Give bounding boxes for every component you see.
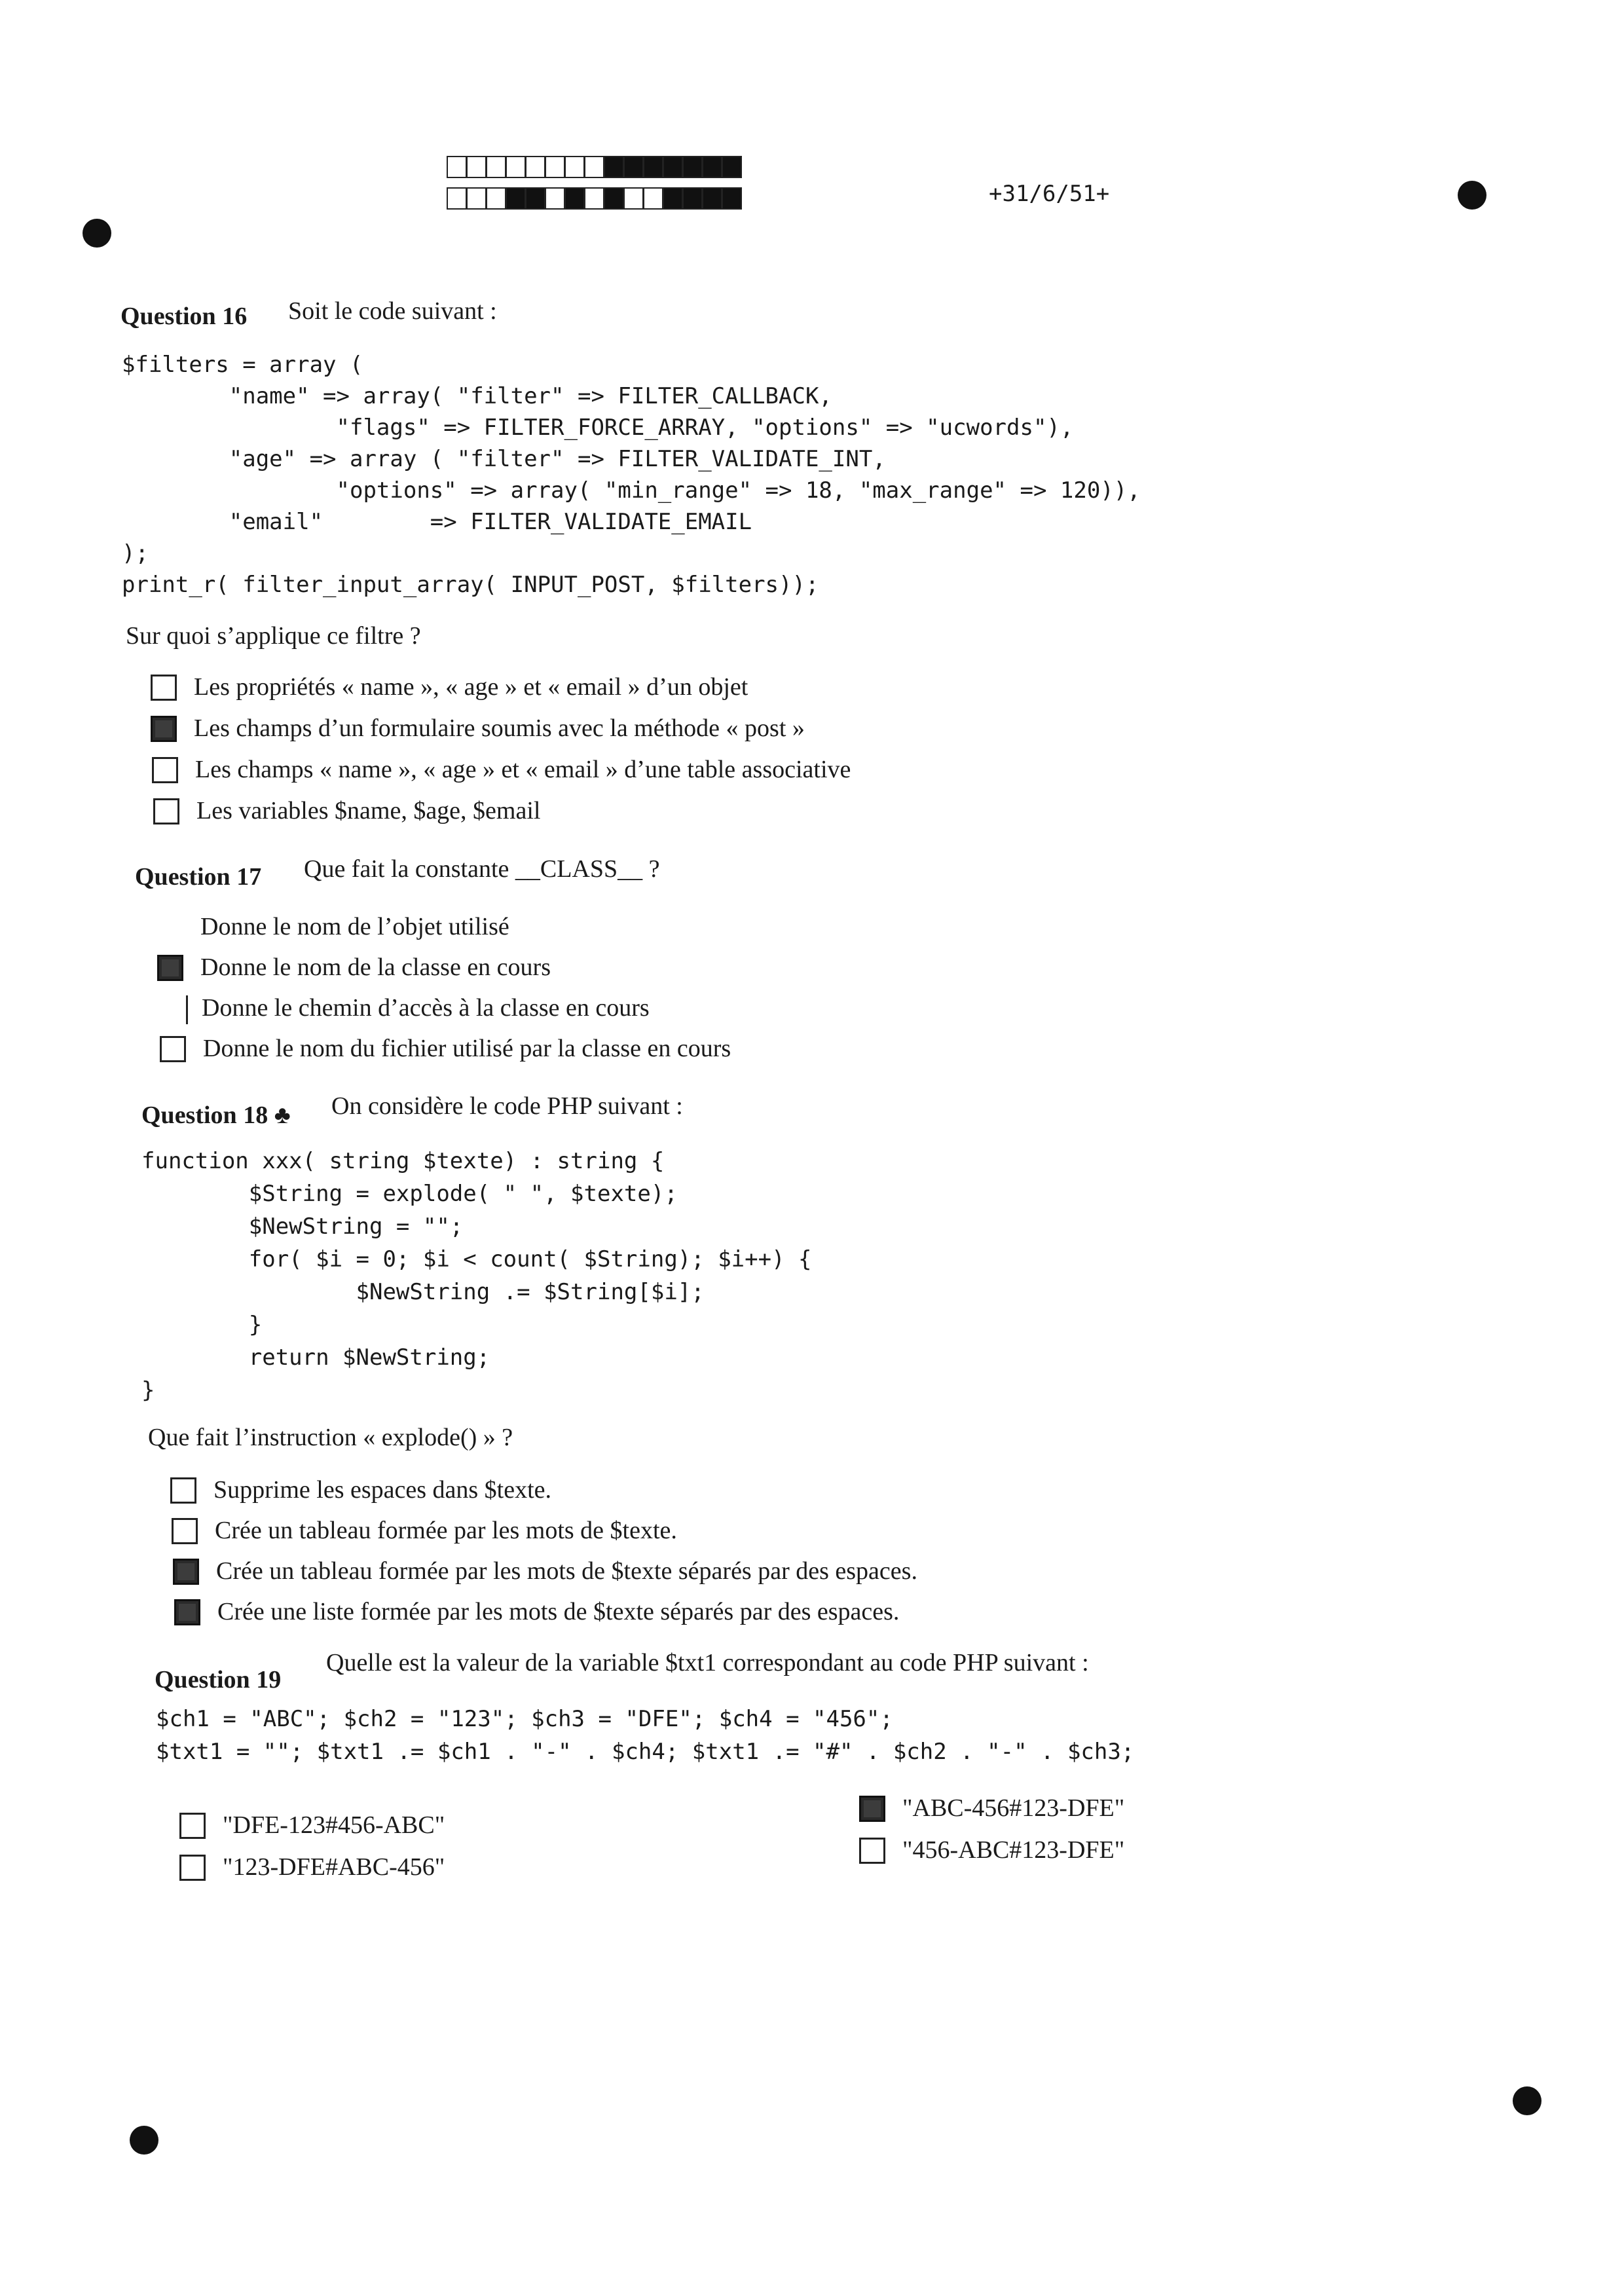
barcode-cell — [663, 156, 683, 178]
question-19-code — [156, 1708, 1134, 1773]
corner-mark-top-right — [1458, 181, 1486, 210]
code-line: $txt1 = ""; $txt1 .= $ch1 . "-" . $ch4; $txt1 .= "#" . $ch2 . "-" . $ch3; — [156, 1739, 1135, 1765]
code-line: ); — [122, 540, 149, 566]
barcode-cell — [545, 156, 565, 178]
answer-text: "456-ABC#123-DFE" — [902, 1836, 1125, 1864]
code-line: $NewString .= $String[$i]; — [141, 1279, 705, 1305]
answer-text: Donne le nom de la classe en cours — [200, 954, 551, 981]
answer-text: Supprime les espaces dans $texte. — [213, 1476, 552, 1504]
barcode-cell — [447, 187, 467, 210]
barcode-cell — [604, 187, 624, 210]
question-19-label: Question 19 — [155, 1666, 282, 1694]
question-19-prompt: Quelle est la valeur de la variable $txt1 correspondant au code PHP suivant : — [326, 1649, 1089, 1676]
barcode-cell — [643, 187, 663, 210]
checkbox[interactable] — [151, 675, 177, 701]
barcode-cell — [623, 187, 644, 210]
code-line: "name" => array( "filter" => FILTER_CALLBACK, — [122, 383, 832, 409]
code-line: "age" => array ( "filter" => FILTER_VALIDATE_INT, — [122, 446, 886, 472]
checkbox[interactable] — [152, 757, 178, 783]
question-16-code — [122, 354, 1141, 605]
barcode-row-1 — [447, 156, 741, 178]
barcode-cell — [623, 156, 644, 178]
barcode-cell — [506, 187, 526, 210]
code-line: "email" => FILTER_VALIDATE_EMAIL — [122, 509, 752, 535]
barcode-cell — [584, 187, 604, 210]
question-16-prompt: Soit le code suivant : — [288, 297, 497, 325]
barcode-cell — [564, 187, 585, 210]
code-line: } — [141, 1312, 263, 1338]
barcode-cell — [682, 187, 703, 210]
answer-text: "DFE-123#456-ABC" — [223, 1811, 445, 1839]
answer-text: "123-DFE#ABC-456" — [223, 1853, 445, 1881]
code-line: $ch1 = "ABC"; $ch2 = "123"; $ch3 = "DFE"; $ch4 = "456"; — [156, 1706, 893, 1732]
checkbox[interactable] — [153, 798, 179, 824]
code-line: $NewString = ""; — [141, 1213, 464, 1240]
barcode-cell — [506, 156, 526, 178]
code-line: $filters = array ( — [122, 352, 363, 378]
checkbox[interactable] — [179, 1855, 206, 1881]
checkbox[interactable] — [174, 1599, 200, 1625]
answer-text: Crée un tableau formée par les mots de $texte séparés par des espaces. — [216, 1557, 917, 1585]
sheet-id-code: +31/6/51+ — [989, 181, 1110, 207]
barcode-cell — [722, 187, 742, 210]
barcode-cell — [545, 187, 565, 210]
question-17-label: Question 17 — [135, 863, 262, 891]
barcode-cell — [486, 187, 506, 210]
barcode-cell — [702, 156, 722, 178]
code-line: $String = explode( " ", $texte); — [141, 1181, 678, 1207]
question-18-label: Question 18 ♣ — [141, 1102, 291, 1129]
checkbox[interactable] — [157, 955, 183, 981]
code-line: "options" => array( "min_range" => 18, "max_range" => 120)), — [122, 477, 1141, 504]
barcode-cell — [663, 187, 683, 210]
checkbox[interactable] — [859, 1838, 885, 1864]
answer-text: Les champs « name », « age » et « email » d’une table associative — [195, 756, 851, 783]
checkbox[interactable] — [179, 1813, 206, 1839]
code-line: for( $i = 0; $i < count( $String); $i++) { — [141, 1246, 812, 1272]
barcode-cell — [643, 156, 663, 178]
code-line: function xxx( string $texte) : string { — [141, 1148, 665, 1174]
corner-mark-bottom-left — [130, 2126, 158, 2155]
code-line: "flags" => FILTER_FORCE_ARRAY, "options" => "ucwords"), — [122, 415, 1074, 441]
answer-text: Crée un tableau formée par les mots de $texte. — [215, 1517, 677, 1544]
checkbox-remnant — [186, 995, 188, 1024]
barcode-cell — [486, 156, 506, 178]
answer-text: "ABC-456#123-DFE" — [902, 1794, 1125, 1822]
question-18-prompt: On considère le code PHP suivant : — [331, 1092, 683, 1120]
code-line: print_r( filter_input_array( INPUT_POST, $filters)); — [122, 572, 819, 598]
barcode-cell — [604, 156, 624, 178]
barcode-row-2 — [447, 187, 741, 210]
barcode-cell — [466, 156, 487, 178]
answer-text: Les propriétés « name », « age » et « email » d’un objet — [194, 673, 748, 701]
question-18-code — [141, 1150, 812, 1412]
corner-mark-top-left — [83, 219, 111, 248]
barcode-cell — [525, 156, 545, 178]
code-line: } — [141, 1377, 155, 1403]
corner-mark-bottom-right — [1513, 2086, 1541, 2115]
barcode-cell — [682, 156, 703, 178]
checkbox[interactable] — [859, 1796, 885, 1822]
question-17-prompt: Que fait la constante __CLASS__ ? — [304, 855, 660, 883]
answer-text: Donne le nom de l’objet utilisé — [200, 913, 509, 940]
checkbox[interactable] — [160, 1036, 186, 1062]
question-16-question: Sur quoi s’applique ce filtre ? — [126, 622, 421, 650]
code-line: return $NewString; — [141, 1344, 490, 1371]
barcode-cell — [447, 156, 467, 178]
answer-text: Les champs d’un formulaire soumis avec la méthode « post » — [194, 714, 805, 742]
checkbox[interactable] — [170, 1477, 196, 1504]
answer-text: Donne le nom du fichier utilisé par la classe en cours — [203, 1035, 731, 1062]
answer-text: Donne le chemin d’accès à la classe en cours — [202, 994, 650, 1022]
barcode-cell — [702, 187, 722, 210]
checkbox[interactable] — [173, 1559, 199, 1585]
answer-text: Les variables $name, $age, $email — [196, 797, 541, 824]
checkbox[interactable] — [172, 1518, 198, 1544]
question-16-label: Question 16 — [120, 303, 248, 330]
answer-text: Crée une liste formée par les mots de $texte séparés par des espaces. — [217, 1598, 900, 1625]
barcode-cell — [525, 187, 545, 210]
barcode-cell — [584, 156, 604, 178]
barcode-cell — [466, 187, 487, 210]
barcode-cell — [722, 156, 742, 178]
question-18-question: Que fait l’instruction « explode() » ? — [148, 1424, 513, 1451]
barcode-cell — [564, 156, 585, 178]
checkbox[interactable] — [151, 716, 177, 742]
